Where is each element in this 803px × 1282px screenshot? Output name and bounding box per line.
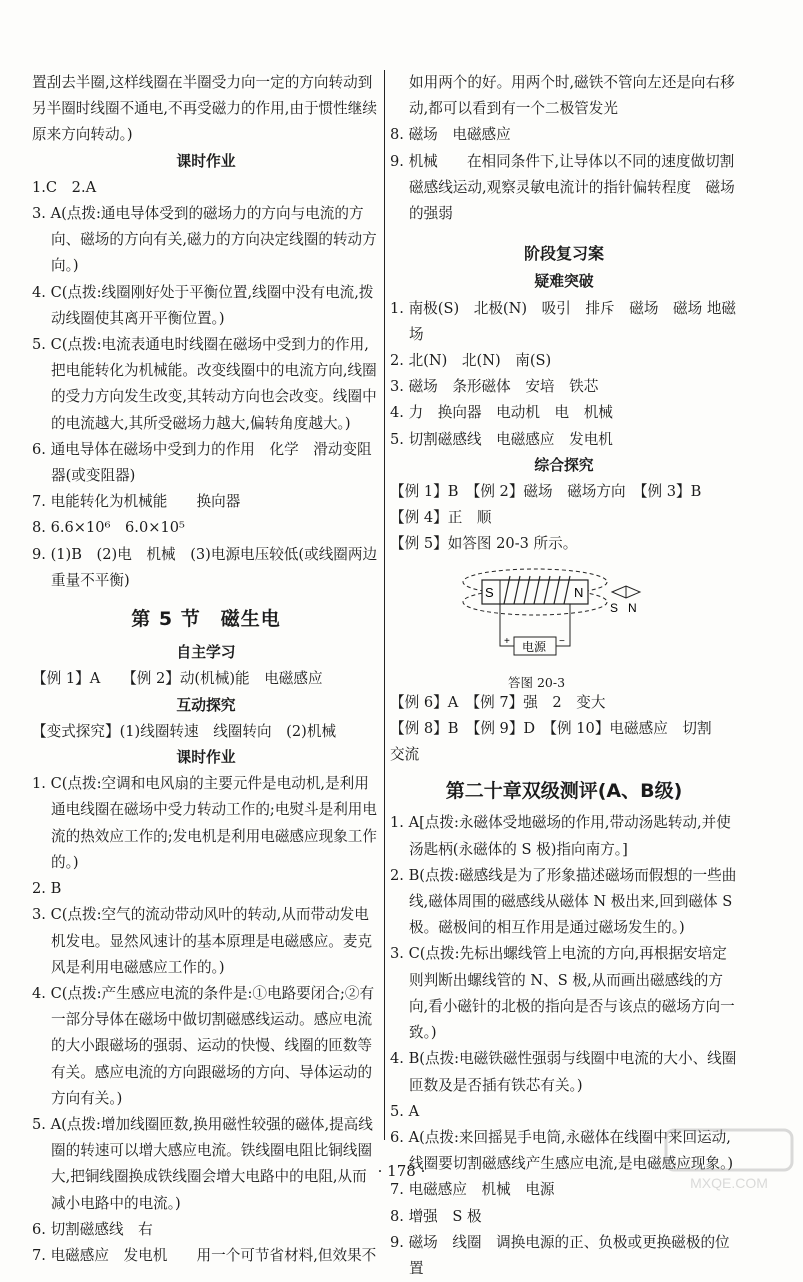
watermark-text: MXQE.COM <box>690 1175 768 1191</box>
power-source-label: 电源 <box>522 639 547 654</box>
answer-item: 1.C 2.A <box>32 178 97 196</box>
answer-item: 3. C(点拨:先标出螺线管上电流的方向,再根据安培定则判断出螺线管的 N、S 极,从而画出磁感线的方向,看小磁针的北极的指向是否与该点的磁场方向一致。) <box>390 945 735 1042</box>
yinan-heading: 疑难突破 <box>534 273 594 291</box>
answer-item: 【例 5】如答图 20-3 所示。 <box>390 535 578 553</box>
answer-item: 4. 力 换向器 电动机 电 机械 <box>390 404 613 422</box>
answer-item: 1. 南极(S) 北极(N) 吸引 排斥 磁场 磁场 地磁场 <box>390 299 737 343</box>
answer-item: 6. A(点拨:来回摇晃手电筒,永磁体在线圈中来回运动,线圈要切割磁感线产生感应电流,是电磁感应现象。) <box>390 1128 734 1173</box>
answer-item: 【例 8】B 【例 9】D 【例 10】电磁感应 切割 交流 <box>390 719 727 764</box>
minus-sign: − <box>559 635 565 647</box>
keshi2-heading: 课时作业 <box>176 749 236 767</box>
answer-item: 【例 1】A 【例 2】动(机械)能 电磁感应 <box>32 670 323 688</box>
answer-item: 3. 磁场 条形磁体 安培 铁芯 <box>390 378 599 396</box>
answer-item: 1. C(点拨:空调和电风扇的主要元件是电动机,是利用通电线圈在磁场中受力转动工作的;电熨斗是利用电流的热效应工作的;发电机是利用电磁感应现象工作的。) <box>32 775 377 871</box>
solenoid-diagram <box>460 560 650 668</box>
section-title: 第 5 节 磁生电 <box>131 608 281 631</box>
figure-caption: 答图 20-3 <box>508 674 566 690</box>
answer-item: 5. C(点拨:电流表通电时线圈在磁场中受到力的作用,把电能转化为机械能。改变线圈中的电流方向,线圈的受力方向发生改变,其转动方向也会改变。线圈中的电流越大,其所受磁场力越大,偏转角度越大。) <box>32 336 377 432</box>
compass-n-label: N <box>628 600 637 615</box>
answer-item: 【变式探究】(1)线圈转速 线圈转向 (2)机械 <box>32 722 337 740</box>
answer-item: 5. 切割磁感线 电磁感应 发电机 <box>390 430 613 448</box>
answer-item: 【例 1】B 【例 2】磁场 磁场方向 【例 3】B <box>390 483 702 501</box>
answer-item: 4. B(点拨:电磁铁磁性强弱与线圈中电流的大小、线圈匝数及是否插有铁芯有关。) <box>390 1050 737 1094</box>
right-column <box>390 70 738 1282</box>
answer-item: 8. 6.6×10⁶ 6.0×10⁵ <box>32 519 185 537</box>
answer-item: 5. A <box>390 1102 420 1120</box>
answer-item: 4. C(点拨:线圈刚好处于平衡位置,线圈中没有电流,拨动线圈使其离开平衡位置。) <box>32 283 374 327</box>
watermark-logo <box>664 1128 794 1194</box>
solenoid-n-label: N <box>574 584 584 600</box>
answer-item: 6. 切割磁感线 右 <box>32 1220 153 1238</box>
intro-paragraph: 置刮去半圈,这样线圈在半圈受力向一定的方向转动到另半圈时线圈不通电,不再受磁力的作用,由于惯性继续原来方向转动。) <box>32 74 377 144</box>
answer-item: 4. C(点拨:产生感应电流的条件是:①电路要闭合;②有一部分导体在磁场中做切割磁感线运动。感应电流的大小跟磁场的强弱、运动的快慢、线圈的匝数等有关。感应电流的方向跟磁场的方向、导体运动的方向有关。) <box>32 984 375 1107</box>
plus-sign: + <box>504 635 510 647</box>
stage-review-title: 阶段复习案 <box>523 244 604 264</box>
answer-item: 8. 增强 S 极 <box>390 1207 482 1225</box>
page-number: · 178 · <box>377 1162 426 1180</box>
answer-item: 7. 电磁感应 机械 电源 <box>390 1181 555 1199</box>
answer-item: 【例 4】正 顺 <box>390 509 492 527</box>
keshi-heading: 课时作业 <box>176 152 236 170</box>
answer-item: 3. A(点拨:通电导体受到的磁场力的方向与电流的方向、磁场的方向有关,磁力的方向决定线圈的转动方向。) <box>32 205 377 275</box>
solenoid-figure <box>390 560 738 690</box>
hudong-heading: 互动探究 <box>176 696 236 714</box>
answer-item: 1. A[点拨:永磁体受地磁场的作用,带动汤匙转动,并使汤匙柄(永磁体的 S 极)指向南方。] <box>390 814 731 858</box>
solenoid-s-label: S <box>485 584 494 600</box>
answer-item: 9. (1)B (2)电 机械 (3)电源电压较低(或线圈两边重量不平衡) <box>32 545 378 589</box>
answer-item: 2. 北(N) 北(N) 南(S) <box>390 352 552 370</box>
column-divider <box>384 70 385 1140</box>
compass-s-label: S <box>610 600 619 615</box>
left-column <box>32 70 380 1269</box>
answer-item: 5. A(点拨:增加线圈匝数,换用磁性较强的磁体,提高线圈的转速可以增大感应电流。铁线圈电阻比铜线圈大,把铜线圈换成铁线圈会增大电路中的电阻,从而减小电路中的电流。) <box>32 1115 373 1212</box>
answer-item: 2. B(点拨:磁感线是为了形象描述磁场而假想的一些曲线,磁体周围的磁感线从磁体 N 极出来,回到磁体 S 极。磁极间的相互作用是通过磁场发生的。) <box>390 866 737 937</box>
answer-item: 【例 6】A 【例 7】强 2 变大 <box>390 693 606 711</box>
answer-item: 7. 电能转化为机械能 换向器 <box>32 493 241 511</box>
answer-item: 7. 电磁感应 发电机 用一个可节省材料,但效果不 <box>32 1246 377 1264</box>
answer-item: 3. C(点拨:空气的流动带动风叶的转动,从而带动发电机发电。显然风速计的基本原理是电磁感应。麦克风是利用电磁感应工作的。) <box>32 906 373 976</box>
zonghe-heading: 综合探究 <box>534 456 594 474</box>
answer-item: 9. 机械 在相同条件下,让导体以不同的速度做切割磁感线运动,观察灵敏电流计的指针偏转程度 磁场的强弱 <box>390 152 735 223</box>
answer-item: 9. 磁场 线圈 调换电源的正、负极或更换磁极的位置 <box>390 1233 730 1277</box>
answer-item: 6. 通电导体在磁场中受到力的作用 化学 滑动变阻器(或变阻器) <box>32 440 372 485</box>
answer-continued: 如用两个的好。用两个时,磁铁不管向左还是向右移动,都可以看到有一个二极管发光 <box>409 74 735 118</box>
chapter-test-title: 第二十章双级测评(A、B级) <box>445 780 683 803</box>
answer-item: 2. B <box>32 880 62 898</box>
zizhu-heading: 自主学习 <box>176 644 236 662</box>
answer-item: 8. 磁场 电磁感应 <box>390 126 511 144</box>
